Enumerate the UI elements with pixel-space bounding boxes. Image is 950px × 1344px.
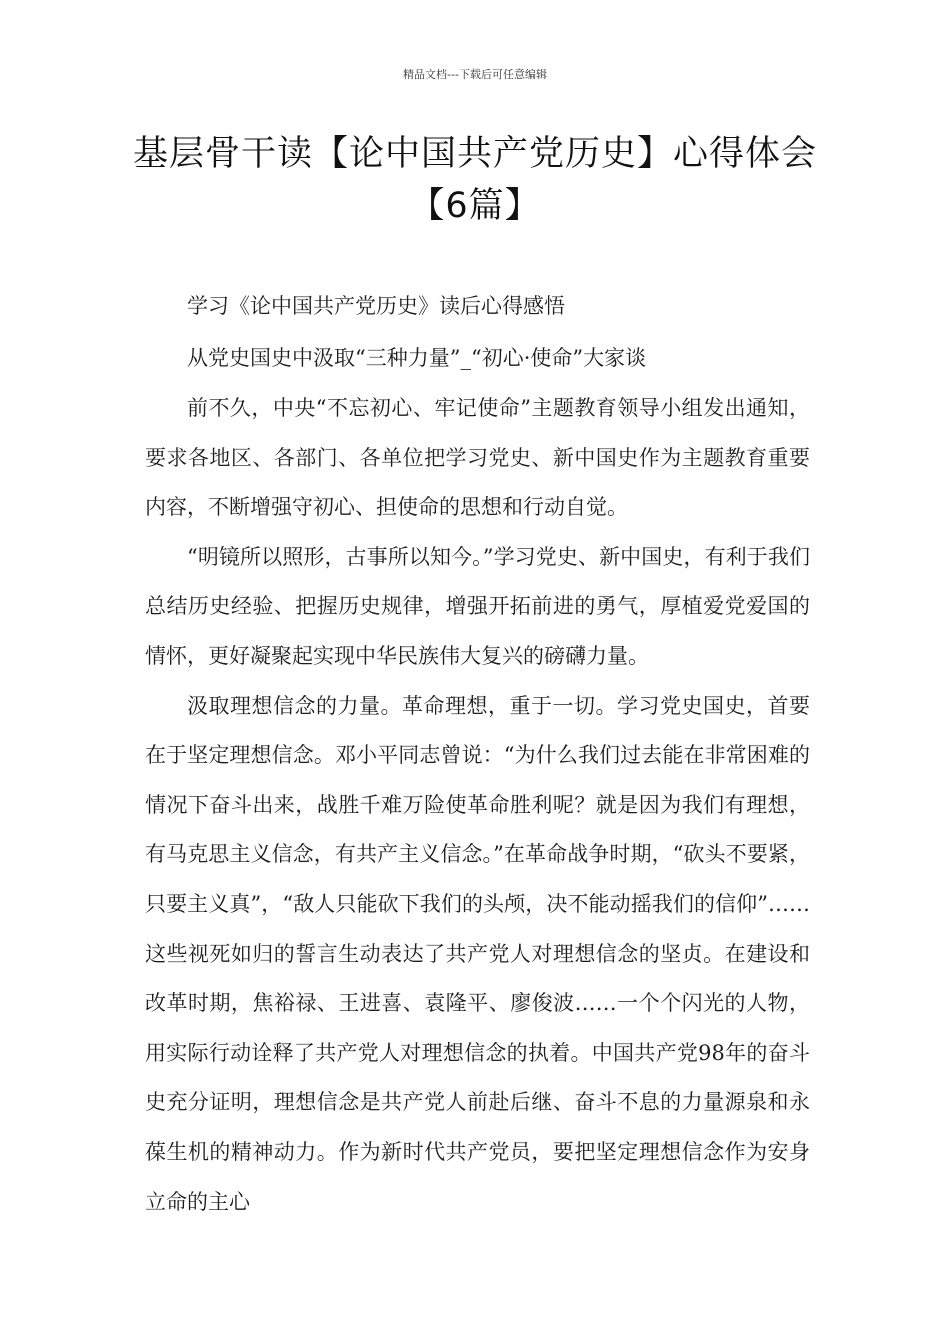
document-body: [145, 280, 810, 1227]
paragraph-3: 汲取理想信念的力量。革命理想，重于一切。学习党史国史，首要在于坚定理想信念。邓小平同志曾说：“为什么我们过去能在非常困难的情况下奋斗出来，战胜千难万险使革命胜利呢？就是因为我们有理想，有马克思主义信念，有共产主义信念。”在革命战争时期，“砍头不要紧，只要主义真”，“敌人只能砍下我们的头颅，决不能动摇我们的信仰”……这些视死如归的誓言生动表达了共产党人对理想信念的坚贞。在建设和改革时期，焦裕禄、王进喜、袁隆平、廖俊波……一个个闪光的人物，用实际行动诠释了共产党人对理想信念的执着。中国共产党98年的奋斗史充分证明，理想信念是共产党人前赴后继、奋斗不息的力量源泉和永葆生机的精神动力。作为新时代共产党员，要把坚定理想信念作为安身立命的主心: [145, 693, 810, 1214]
paragraph-2: “明镜所以照形，古事所以知今。”学习党史、新中国史，有利于我们总结历史经验、把握历史规律，增强开拓前进的勇气，厚植爱党爱国的情怀，更好凝聚起实现中华民族伟大复兴的磅礴力量。: [145, 544, 810, 668]
paragraph-1: 前不久，中央“不忘初心、牢记使命”主题教育领导小组发出通知，要求各地区、各部门、各单位把学习党史、新中国史作为主题教育重要内容，不断增强守初心、担使命的思想和行动自觉。: [145, 396, 810, 520]
subtitle-1: 学习《论中国共产党历史》读后心得感悟: [187, 294, 565, 318]
subtitle-2: 从党史国史中汲取“三种力量”_“初心·使命”大家谈: [187, 346, 647, 370]
document-title: 基层骨干读【论中国共产党历史】心得体会【6篇】: [132, 134, 817, 226]
header-note: 精品文档---下载后可任意编辑: [403, 68, 547, 81]
